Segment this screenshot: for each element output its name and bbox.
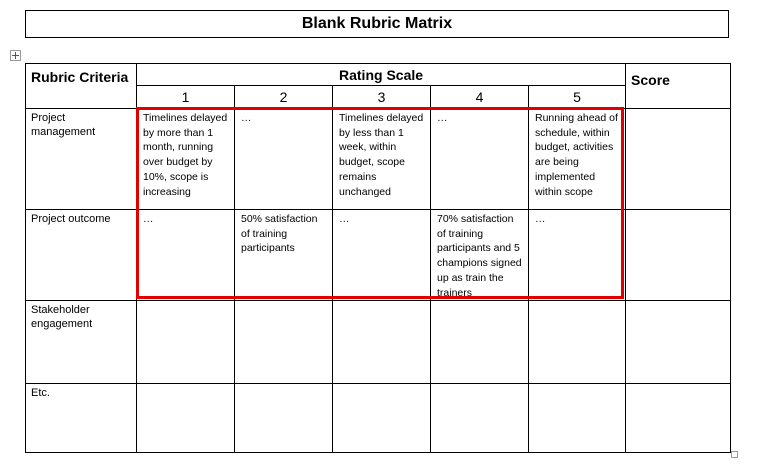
cell-se-5[interactable] <box>529 301 626 384</box>
criterion-project-management[interactable]: Project management <box>26 109 137 210</box>
page-title: Blank Rubric Matrix <box>25 10 729 38</box>
table-resize-handle-icon[interactable] <box>731 451 738 458</box>
rating-5-header: 5 <box>529 86 626 109</box>
rating-2-header: 2 <box>235 86 333 109</box>
cell-etc-1[interactable] <box>137 384 235 453</box>
cell-etc-2[interactable] <box>235 384 333 453</box>
table-move-handle-icon[interactable] <box>10 50 21 61</box>
criterion-etc[interactable]: Etc. <box>26 384 137 453</box>
cell-se-4[interactable] <box>431 301 529 384</box>
criterion-stakeholder-engagement[interactable]: Stakeholder engagement <box>26 301 137 384</box>
rating-scale-header: Rating Scale <box>137 64 626 86</box>
text-cursor-mark <box>730 210 731 223</box>
rating-3-header: 3 <box>333 86 431 109</box>
rating-4-header: 4 <box>431 86 529 109</box>
score-po[interactable] <box>626 210 731 301</box>
table-row <box>26 210 731 301</box>
cell-se-2[interactable] <box>235 301 333 384</box>
cell-po-1[interactable]: … <box>137 210 235 301</box>
score-se[interactable] <box>626 301 731 384</box>
criteria-header: Rubric Criteria <box>26 64 137 109</box>
cell-pm-2[interactable]: … <box>235 109 333 210</box>
cell-po-2[interactable]: 50% satisfaction of training participants <box>235 210 333 301</box>
cell-se-3[interactable] <box>333 301 431 384</box>
cell-pm-3[interactable]: Timelines delayed by less than 1 week, within budget, scope remains unchanged <box>333 109 431 210</box>
score-header: Score <box>626 64 731 109</box>
cell-pm-1[interactable]: Timelines delayed by more than 1 month, running over budget by 10%, scope is increasing <box>137 109 235 210</box>
cell-etc-5[interactable] <box>529 384 626 453</box>
table-row <box>26 384 731 453</box>
cell-etc-3[interactable] <box>333 384 431 453</box>
cell-po-3[interactable]: … <box>333 210 431 301</box>
cell-pm-5[interactable]: Running ahead of schedule, within budget, activities are being implemented within scope <box>529 109 626 210</box>
criterion-project-outcome[interactable]: Project outcome <box>26 210 137 301</box>
cell-se-1[interactable] <box>137 301 235 384</box>
table-row <box>26 301 731 384</box>
score-etc[interactable] <box>626 384 731 453</box>
header-row <box>26 64 731 86</box>
rubric-table <box>25 63 731 453</box>
cell-po-5[interactable]: … <box>529 210 626 301</box>
cell-etc-4[interactable] <box>431 384 529 453</box>
cell-po-4[interactable]: 70% satisfaction of training participants and 5 champions signed up as train the trainers <box>431 210 529 301</box>
cell-pm-4[interactable]: … <box>431 109 529 210</box>
rating-1-header: 1 <box>137 86 235 109</box>
table-row <box>26 109 731 210</box>
score-pm[interactable] <box>626 109 731 210</box>
